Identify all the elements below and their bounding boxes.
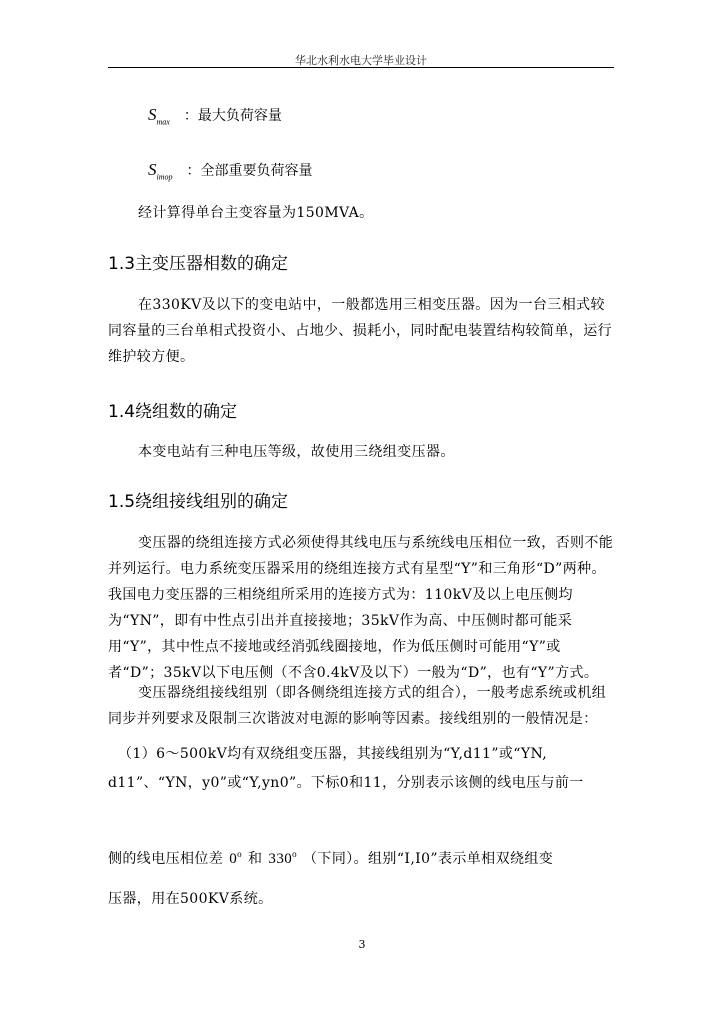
definition-desc: ：最大负荷容量 xyxy=(183,108,282,124)
paragraph: 变压器绕组接线组别（即各侧绕组连接方式的组合），一般考虑系统或机组同步并列要求及限制三次谐波对电源的影响等因素。接线组别的一般情况是： xyxy=(108,685,607,727)
item1-line1: （1）6～500kV均有双绕组变压器，其接线组别为“Y,d11”或“YN, xyxy=(118,746,548,762)
definition-desc: ：全部重要负荷容量 xyxy=(186,163,313,179)
item1-line3: 侧的线电压相位差 0$^o$ 和 330$^o$ （下同）。组别“I,I0”表示单相双绕组变 xyxy=(108,849,554,867)
header-rule xyxy=(108,67,614,68)
definition-simop xyxy=(148,160,313,181)
section-heading-1-3: 1.3主变压器相数的确定 xyxy=(108,254,289,274)
symbol-smax: $S_{max}$ xyxy=(148,105,170,127)
definition-smax xyxy=(148,105,282,126)
item1-line2: d11”、“YN，y0”或“Y,yn0”。下标0和11，分别表示该侧的线电压与前一 xyxy=(108,775,584,791)
symbol-simop: $S_{imop}$ xyxy=(148,160,173,182)
page-number: 3 xyxy=(358,938,366,951)
degree-value-2: 330$^o$ xyxy=(268,849,298,867)
degree-value-1: 0$^o$ xyxy=(229,849,243,867)
paragraph: 变压器的绕组连接方式必须使得其线电压与系统线电压相位一致，否则不能并列运行。电力系统变压器采用的绕组连接方式有星型“Y”和三角形“D”两种。我国电力变压器的三相绕组所采用的连接方式为：110kV及以上电压侧均为“YN”，即有中性点引出并直接接地；35kV作为高、中压侧时都可能采用“Y”，其中性点不接地或经消弧线圈接地，作为低压侧时可能用“Y”或者“D”；35kV以下电压侧（不含0.4kV及以下）一般为“D”，也有“Y”方式。 xyxy=(108,535,614,681)
item1-line4: 压器，用在500KV系统。 xyxy=(108,891,273,907)
capacity-result: 经计算得单台主变容量为150MVA。 xyxy=(138,205,374,221)
section-heading-1-5: 1.5绕组接线组别的确定 xyxy=(108,492,289,512)
section-heading-1-4: 1.4绕组数的确定 xyxy=(108,402,238,422)
paragraph: 在330KV及以下的变电站中，一般都选用三相变压器。因为一台三相式较同容量的三台单相式投资小、占地少、损耗小，同时配电装置结构较简单，运行维护较方便。 xyxy=(108,297,612,365)
paragraph: 本变电站有三种电压等级，故使用三绕组变压器。 xyxy=(138,444,455,460)
page-header-title: 华北水利水电大学毕业设计 xyxy=(295,54,427,67)
